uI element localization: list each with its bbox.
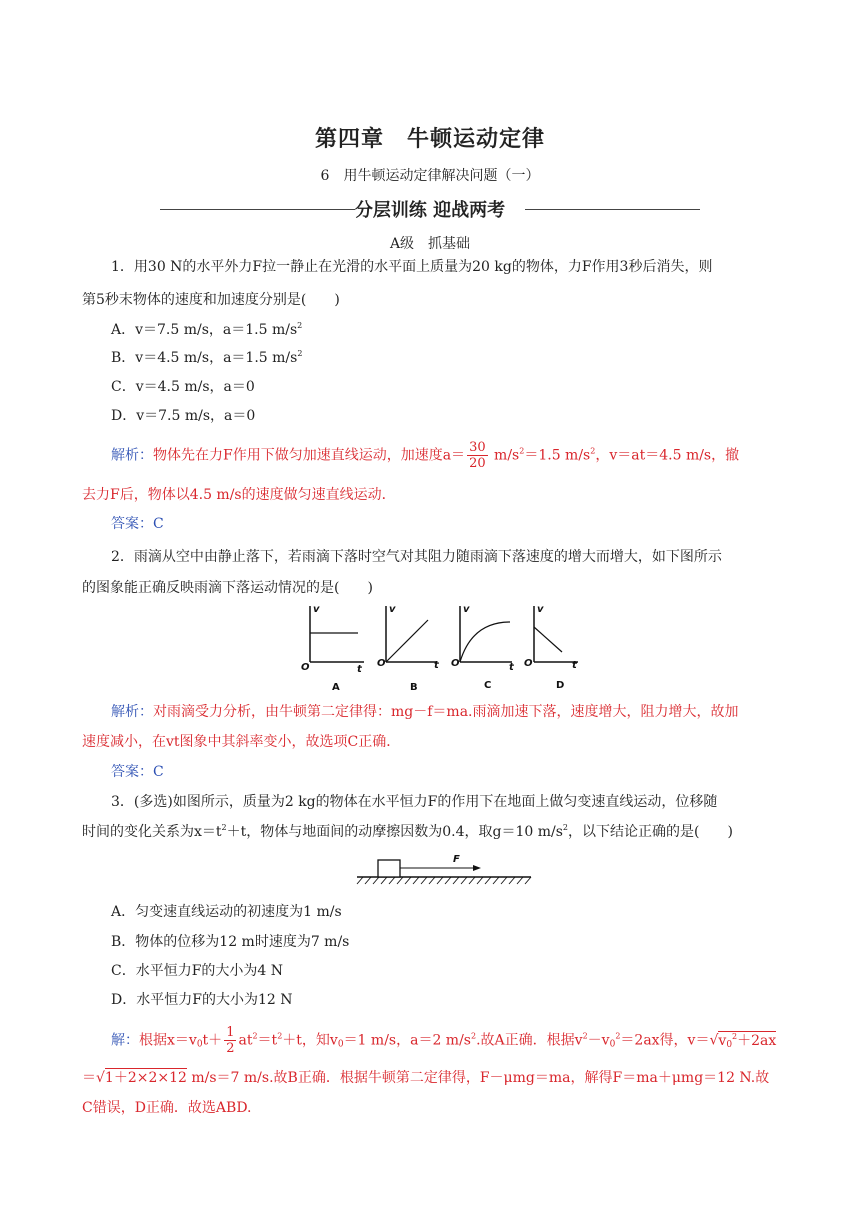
q3-solution-line1: 解：根据$x=v_0t+$ $\frac{1}{2}$ $at^2=t^2+t$，知$v_0=1$ m/s，a＝2 $m/s^2$.故A正确．根据$v^2-v_0^2=2ax$得，$v=√v_0^2+2ax$ — [111, 1025, 777, 1056]
graph-d-label: D — [556, 680, 565, 691]
q3-sqrt1: $v_0^2+2ax$ — [718, 1031, 777, 1050]
q1-analysis-line2: 去力F后，物体以4.5 m/s的速度做匀速直线运动． — [82, 487, 396, 503]
graph-a — [301, 604, 364, 693]
graph-c — [451, 604, 515, 691]
graph-a-v-axis-label: v — [313, 604, 320, 615]
q1-option-b: B．v＝4.5 m/s，a＝1.5 $m/s^2$ — [111, 349, 303, 366]
q3-solution-line2: ＝√1＋2×2×12 m/s＝7 m/s.故B正确．根据牛顿第二定律得，F－μmg＝ma，解得F＝ma＋μmg＝12 N.故 — [82, 1070, 770, 1086]
q3-stem-line1: 3．(多选)如图所示，质量为2 kg的物体在水平恒力F的作用下在地面上做匀变速直线运动，位移随 — [111, 794, 718, 810]
graph-b-origin: O — [377, 658, 386, 669]
level-heading: A级 抓基础 — [389, 236, 471, 252]
graph-c-t-axis-label: t — [509, 662, 514, 673]
q3-sqrt2: 1＋2×2×12 — [104, 1070, 187, 1086]
graph-d-v-axis-label: v — [537, 604, 544, 615]
q3-half-fraction: $\frac{1}{2}$ — [226, 1025, 235, 1056]
q1-answer: 答案：C — [111, 516, 164, 532]
q1-stem-line2: 第5秒末物体的速度和加速度分别是( ) — [82, 292, 340, 308]
sqrt-sign: √ — [709, 1032, 719, 1049]
graph-a-origin: O — [301, 662, 310, 673]
q1-option-c: C．v＝4.5 m/s，a＝0 — [111, 379, 255, 395]
q3-solution-line3: C错误，D正确．故选ABD. — [82, 1100, 252, 1116]
force-arrowhead — [473, 865, 481, 871]
q2-stem-line2: 的图象能正确反映雨滴下落运动情况的是( ) — [82, 580, 373, 596]
q2-stem-line1: 2．雨滴从空中由静止落下，若雨滴下落时空气对其阻力随雨滴下落速度的增大而增大，如下图所示 — [111, 549, 722, 565]
section-title: 6 用牛顿运动定律解决问题（一） — [320, 168, 540, 184]
q2-analysis-line1: 解析：对雨滴受力分析，由牛顿第二定律得：mg－f＝ma.雨滴加速下落，速度增大，阻力增大，故加 — [111, 704, 739, 720]
graph-c-v-axis-label: v — [463, 604, 470, 615]
q3-option-d: D．水平恒力F的大小为12 N — [111, 992, 293, 1008]
banner — [160, 196, 700, 222]
graph-b-label: B — [410, 682, 418, 693]
graph-d-t-axis-label: t — [572, 660, 577, 671]
q1-fraction: $\frac{30}{20}$ — [469, 440, 486, 471]
graph-c-label: C — [484, 680, 492, 691]
graph-d — [524, 604, 578, 691]
q3-solution-label: 解： — [111, 1032, 139, 1049]
q3-stem-line2: 时间的变化关系为$x=t^2+t$，物体与地面间的动摩擦因数为0.4，取g＝10 $m/s^2$，以下结论正确的是( ) — [82, 823, 733, 840]
force-label: F — [453, 854, 460, 865]
q1-option-d: D．v＝7.5 m/s，a＝0 — [111, 408, 256, 424]
block-force-diagram — [355, 850, 535, 886]
graph-c-origin: O — [451, 658, 460, 669]
graph-b — [377, 604, 440, 693]
q3-option-c: C．水平恒力F的大小为4 N — [111, 963, 284, 979]
graph-a-t-axis-label: t — [357, 664, 362, 675]
graph-a-label: A — [332, 682, 340, 693]
banner-text: 分层训练 迎战两考 — [354, 200, 506, 221]
chapter-title: 第四章 牛顿运动定律 — [314, 127, 545, 152]
q2-analysis-line2: 速度减小，在vt图象中其斜率变小，故选项C正确． — [82, 734, 401, 750]
graph-b-v-axis-label: v — [389, 604, 396, 615]
q2-answer: 答案：C — [111, 764, 164, 780]
q1-stem-line1: 1．用30 N的水平外力F拉一静止在光滑的水平面上质量为20 kg的物体，力F作用3秒后消失，则 — [111, 259, 713, 275]
graph-b-t-axis-label: t — [434, 660, 439, 671]
velocity-time-graphs — [290, 600, 580, 696]
graph-d-origin: O — [524, 658, 533, 669]
block — [378, 860, 400, 877]
q3-option-a: A．匀变速直线运动的初速度为1 m/s — [111, 904, 342, 920]
sqrt-sign-2: √ — [96, 1070, 105, 1086]
q2-analysis-label: 解析： — [111, 704, 153, 720]
q1-option-a: A．v＝7.5 m/s，a＝1.5 $m/s^2$ — [111, 321, 303, 338]
q3-option-b: B．物体的位移为12 m时速度为7 m/s — [111, 934, 350, 950]
q1-analysis-label: 解析： — [111, 447, 153, 464]
q1-analysis-line1: 解析：物体先在力F作用下做匀加速直线运动，加速度a＝ $\frac{30}{20}$ $m/s^2=1.5$ $m/s^2$，v＝at＝4.5 m/s，撤 — [111, 440, 740, 471]
